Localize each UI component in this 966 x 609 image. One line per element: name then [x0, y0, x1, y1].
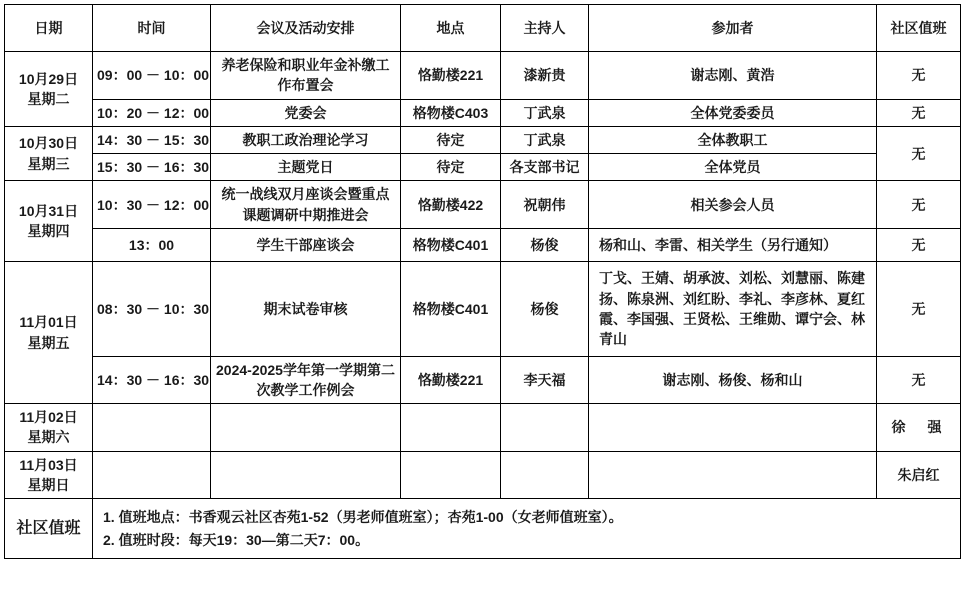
table-row [5, 99, 961, 126]
time-cell: 09：00 － 10：00 [93, 52, 211, 100]
date-line-1: 10月30日 [18, 135, 79, 152]
duty-cell: 朱启红 [877, 451, 961, 499]
place-cell: 恪勤楼221 [401, 52, 501, 100]
participants-cell: 谢志刚、黄浩 [589, 52, 877, 100]
table-row [5, 126, 961, 153]
table-row [5, 356, 961, 404]
duty-notes-row [5, 499, 961, 559]
time-cell: 08：30 － 10：30 [93, 262, 211, 356]
table-row [5, 451, 961, 499]
place-cell: 待定 [401, 154, 501, 181]
table-body [5, 52, 961, 559]
date-cell [5, 52, 93, 127]
column-header-place: 地点 [401, 5, 501, 52]
meeting-cell: 2024-2025学年第一学期第二次教学工作例会 [211, 356, 401, 404]
meeting-cell [211, 404, 401, 452]
host-cell: 丁武泉 [501, 126, 589, 153]
date-cell [5, 404, 93, 452]
meeting-cell: 养老保险和职业年金补缴工作布置会 [211, 52, 401, 100]
column-header-duty: 社区值班 [877, 5, 961, 52]
date-line-1: 10月31日 [18, 203, 79, 220]
date-line-1: 11月01日 [19, 314, 78, 331]
place-cell [401, 451, 501, 499]
column-header-date: 日期 [5, 5, 93, 52]
duty-note-line-2: 2. 值班时段：每天19：30—第二天7：00。 [103, 531, 370, 548]
host-cell: 杨俊 [501, 262, 589, 356]
time-cell [93, 404, 211, 452]
table-row [5, 154, 961, 181]
duty-cell: 无 [877, 229, 961, 262]
schedule-table [4, 4, 961, 559]
date-cell [5, 451, 93, 499]
duty-cell: 无 [877, 356, 961, 404]
meeting-cell: 统一战线双月座谈会暨重点课题调研中期推进会 [211, 181, 401, 229]
date-cell [5, 126, 93, 181]
duty-notes-content [93, 499, 961, 559]
host-cell: 杨俊 [501, 229, 589, 262]
meeting-cell: 期末试卷审核 [211, 262, 401, 356]
host-cell: 李天福 [501, 356, 589, 404]
table-row [5, 181, 961, 229]
date-line-2: 星期六 [27, 429, 70, 446]
table-row [5, 52, 961, 100]
table-row [5, 229, 961, 262]
header-row [5, 5, 961, 52]
time-cell: 14：30 － 16：30 [93, 356, 211, 404]
participants-cell: 全体党委委员 [589, 99, 877, 126]
place-cell: 恪勤楼422 [401, 181, 501, 229]
column-header-host: 主持人 [501, 5, 589, 52]
column-header-meeting: 会议及活动安排 [211, 5, 401, 52]
participants-cell: 谢志刚、杨俊、杨和山 [589, 356, 877, 404]
time-cell: 14：30 － 15：30 [93, 126, 211, 153]
place-cell: 待定 [401, 126, 501, 153]
time-cell: 15：30 － 16：30 [93, 154, 211, 181]
table-row [5, 404, 961, 452]
host-cell: 丁武泉 [501, 99, 589, 126]
date-line-1: 10月29日 [18, 70, 79, 87]
participants-cell [589, 451, 877, 499]
date-cell [5, 181, 93, 262]
time-cell [93, 451, 211, 499]
table-row [5, 262, 961, 356]
duty-note-line-1: 1. 值班地点：书香观云社区杏苑1-52（男老师值班室）；杏苑1-00（女老师值班室）。 [103, 509, 623, 526]
date-line-2: 星期日 [27, 477, 70, 494]
participants-cell: 丁戈、王婧、胡承波、刘松、刘慧丽、陈建扬、陈泉洲、刘红盼、李礼、李彦林、夏红霞、李国强、王贤松、王维勋、谭宁会、林青山 [589, 262, 877, 356]
date-line-1: 11月03日 [19, 456, 78, 473]
table-header [5, 5, 961, 52]
place-cell [401, 404, 501, 452]
time-cell: 10：30 － 12：00 [93, 181, 211, 229]
duty-cell: 无 [877, 126, 961, 181]
place-cell: 恪勤楼221 [401, 356, 501, 404]
duty-cell: 无 [877, 52, 961, 100]
date-line-2: 星期五 [27, 334, 70, 351]
time-cell: 10：20 － 12：00 [93, 99, 211, 126]
participants-cell: 全体教职工 [589, 126, 877, 153]
column-header-time: 时间 [93, 5, 211, 52]
host-cell: 祝朝伟 [501, 181, 589, 229]
duty-cell: 徐 强 [877, 404, 961, 452]
date-line-1: 11月02日 [19, 409, 78, 426]
meeting-cell: 党委会 [211, 99, 401, 126]
meeting-cell: 主题党日 [211, 154, 401, 181]
place-cell: 格物楼C401 [401, 262, 501, 356]
date-cell [5, 262, 93, 404]
duty-cell: 无 [877, 99, 961, 126]
meeting-cell: 学生干部座谈会 [211, 229, 401, 262]
duty-notes-label: 社区值班 [5, 499, 93, 559]
meeting-cell [211, 451, 401, 499]
meeting-cell: 教职工政治理论学习 [211, 126, 401, 153]
time-cell: 13：00 [93, 229, 211, 262]
host-cell: 各支部书记 [501, 154, 589, 181]
duty-cell: 无 [877, 181, 961, 229]
host-cell [501, 404, 589, 452]
date-line-2: 星期三 [27, 155, 70, 172]
participants-cell: 全体党员 [589, 154, 877, 181]
column-header-participants: 参加者 [589, 5, 877, 52]
participants-cell: 杨和山、李雷、相关学生（另行通知） [589, 229, 877, 262]
place-cell: 格物楼C403 [401, 99, 501, 126]
date-line-2: 星期四 [27, 223, 70, 240]
host-cell [501, 451, 589, 499]
participants-cell: 相关参会人员 [589, 181, 877, 229]
date-line-2: 星期二 [27, 90, 70, 107]
participants-cell [589, 404, 877, 452]
place-cell: 格物楼C401 [401, 229, 501, 262]
host-cell: 漆新贵 [501, 52, 589, 100]
duty-cell: 无 [877, 262, 961, 356]
